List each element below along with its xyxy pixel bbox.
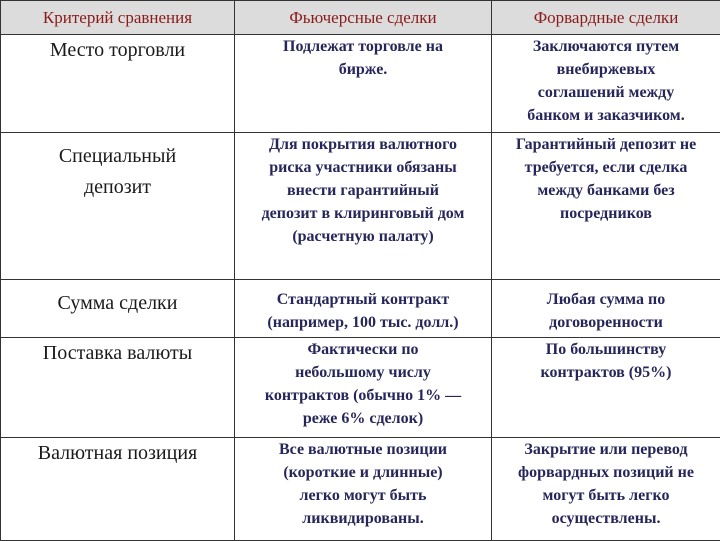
forwards-text: По большинству контрактов (95%) <box>495 338 717 384</box>
criterion-text: Сумма сделки <box>4 288 231 319</box>
forwards-cell <box>492 133 720 280</box>
criterion-text: Поставка валюты <box>4 338 231 369</box>
futures-cell <box>235 338 492 438</box>
futures-text: Фактически по небольшому числу контрактов (обычно 1% — реже 6% сделок) <box>238 338 488 430</box>
forwards-text: Любая сумма по договоренности <box>495 288 717 334</box>
criterion-text: Специальный депозит <box>4 141 231 203</box>
criterion-text: Место торговли <box>4 35 231 66</box>
forwards-cell <box>492 35 720 133</box>
header-criterion: Критерий сравнения <box>1 1 235 35</box>
criterion-cell <box>1 438 235 541</box>
criterion-text: Валютная позиция <box>4 438 231 469</box>
criterion-cell <box>1 280 235 338</box>
header-forwards: Форвардные сделки <box>492 1 720 35</box>
futures-cell <box>235 35 492 133</box>
header-futures: Фьючерсные сделки <box>235 1 492 35</box>
table-row <box>1 133 720 280</box>
futures-text: Стандартный контракт (например, 100 тыс. долл.) <box>238 288 488 334</box>
criterion-cell <box>1 35 235 133</box>
table-row <box>1 338 720 438</box>
table-row <box>1 35 720 133</box>
futures-cell <box>235 133 492 280</box>
futures-text: Подлежат торговле на бирже. <box>238 35 488 81</box>
forwards-cell <box>492 280 720 338</box>
table-row <box>1 280 720 338</box>
forwards-text: Заключаются путем внебиржевых соглашений между банком и заказчиком. <box>495 35 717 127</box>
header-row <box>1 1 720 35</box>
forwards-cell <box>492 338 720 438</box>
table-row <box>1 438 720 541</box>
forwards-text: Гарантийный депозит не требуется, если сделка между банками без посредников <box>495 133 717 225</box>
futures-cell <box>235 438 492 541</box>
forwards-text: Закрытие или перевод форвардных позиций не могут быть легко осуществлены. <box>495 438 717 530</box>
criterion-cell <box>1 133 235 280</box>
criterion-cell <box>1 338 235 438</box>
futures-text: Все валютные позиции (короткие и длинные) легко могут быть ликвидированы. <box>238 438 488 530</box>
futures-text: Для покрытия валютного риска участники обязаны внести гарантийный депозит в клиринговый дом (расчетную палату) <box>238 133 488 248</box>
futures-cell <box>235 280 492 338</box>
forwards-cell <box>492 438 720 541</box>
